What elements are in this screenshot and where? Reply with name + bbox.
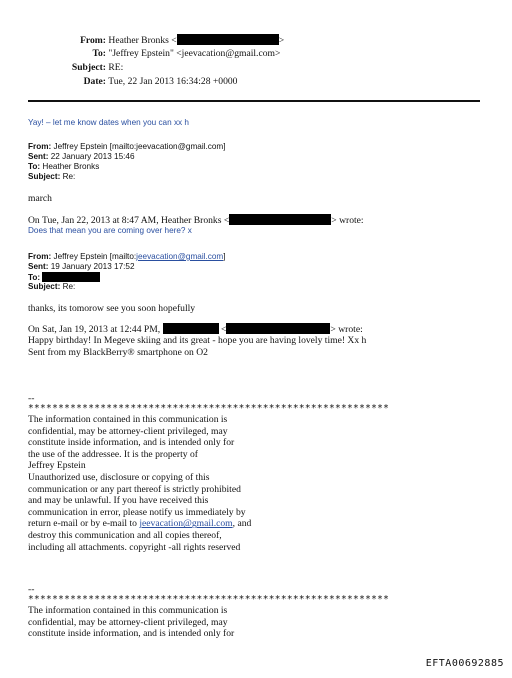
redaction-bar <box>226 323 330 334</box>
quote2-subject-row <box>28 282 75 291</box>
quote2-from-value: Jeffrey Epstein [mailto: <box>53 252 137 261</box>
quote1-to-row <box>28 162 99 171</box>
disclaimer-line: confidential, may be attorney-client privileged, may <box>28 425 228 437</box>
disclaimer-return-line <box>28 518 251 530</box>
quote2-from-end: ] <box>223 252 226 261</box>
quote1-sent-row <box>28 152 135 161</box>
happy-birthday-text: Happy birthday! In Megeve skiing and its great - hope you are having lovely time! Xx h <box>28 335 367 346</box>
sent-from-text: Sent from my BlackBerry® smartphone on O2 <box>28 347 208 358</box>
quote1-sent-label: Sent: <box>28 152 49 161</box>
header-from-row <box>48 34 284 46</box>
header-to-label: To: <box>92 48 106 59</box>
header-date-label: Date: <box>83 76 106 87</box>
disclaimer-line: including all attachments. copyright -all rights reserved <box>28 541 241 553</box>
header-from-end: > <box>278 35 285 46</box>
quote1-from-value: Jeffrey Epstein [mailto:jeevacation@gmail.com] <box>53 142 226 151</box>
quote1-sent-value: 22 January 2013 15:46 <box>50 152 135 161</box>
header-subject-label: Subject: <box>71 62 106 73</box>
disclaimer-line: Unauthorized use, disclosure or copying of this <box>28 471 210 483</box>
disclaimer-line: Jeffrey Epstein <box>28 460 86 472</box>
quote1-subject-row <box>28 172 75 181</box>
quote2-from-label: From: <box>28 252 52 261</box>
disclaimer-line: The information contained in this communication is <box>28 605 228 616</box>
quote2-subject-value: Re: <box>62 282 76 291</box>
on-sat-end: > wrote: <box>330 324 363 335</box>
body-march: march <box>28 193 52 204</box>
quote1-to-value: Heather Bronks <box>42 162 100 171</box>
quote2-subject-label: Subject: <box>28 282 61 291</box>
quote1-from-row <box>28 142 225 151</box>
header-from-value: Heather Bronks < <box>108 35 177 46</box>
redaction-bar <box>42 272 100 282</box>
disclaimer-return-end: , and <box>232 518 252 530</box>
disclaimer-line: constitute inside information, and is intended only for <box>28 628 235 640</box>
reply-text: Yay! – let me know dates when you can xx h <box>28 118 189 127</box>
on-tue-start: On Tue, Jan 22, 2013 at 8:47 AM, Heather Bronks < <box>28 215 230 226</box>
disclaimer-block <box>28 414 251 553</box>
header-date-value: Tue, 22 Jan 2013 16:34:28 +0000 <box>108 76 238 87</box>
quote2-sent-row <box>28 262 135 271</box>
header-divider <box>28 100 480 102</box>
header-to-row <box>48 48 280 59</box>
quote1-subject-label: Subject: <box>28 172 61 181</box>
redaction-bar <box>229 214 331 225</box>
redaction-bar <box>177 34 279 45</box>
does-that-mean-text: Does that mean you are coming over here? x <box>28 226 192 235</box>
separator-dashes-2: -- <box>28 584 35 595</box>
separator-dashes: -- <box>28 393 35 404</box>
header-date-row <box>48 76 237 87</box>
quote2-sent-label: Sent: <box>28 262 49 271</box>
quote2-from-row <box>28 252 225 261</box>
quote2-to-row <box>28 272 100 282</box>
disclaimer-line: communication in error, please notify us immediately by <box>28 506 246 518</box>
footer-document-id: EFTA00692885 <box>425 658 504 669</box>
quote2-sent-value: 19 January 2013 17:52 <box>50 262 135 271</box>
quote2-to-label: To: <box>28 273 41 282</box>
on-tue-end: > wrote: <box>331 215 364 226</box>
quote1-subject-value: Re: <box>62 172 76 181</box>
disclaimer-line: constitute inside information, and is intended only for <box>28 437 235 449</box>
on-sat-start: On Sat, Jan 19, 2013 at 12:44 PM, <box>28 324 161 335</box>
disclaimer-line: destroy this communication and all copies thereof, <box>28 529 222 541</box>
disclaimer-email-link[interactable]: jeevacation@gmail.com <box>139 518 233 530</box>
separator-stars-2: ************************************************************ <box>28 594 390 605</box>
thanks-text: thanks, its tomorow see you soon hopefully <box>28 303 196 314</box>
redaction-bar <box>163 323 219 334</box>
on-tue-line <box>28 214 364 226</box>
separator-stars: ************************************************************ <box>28 403 390 414</box>
disclaimer-line: and may be unlawful. If you have received this <box>28 495 209 507</box>
disclaimer-line: The information contained in this communication is <box>28 414 228 425</box>
disclaimer-line: the use of the addressee. It is the property of <box>28 448 198 460</box>
on-sat-mid: < <box>221 324 227 335</box>
disclaimer-line: confidential, may be attorney-client privileged, may <box>28 616 228 628</box>
on-sat-line <box>28 323 363 335</box>
header-subject-row <box>48 62 123 73</box>
header-to-value: "Jeffrey Epstein" <jeevacation@gmail.com> <box>108 48 281 59</box>
quote1-to-label: To: <box>28 162 41 171</box>
disclaimer-line: communication or any part thereof is strictly prohibited <box>28 483 241 495</box>
quote2-email-link[interactable]: jeevacation@gmail.com <box>136 252 224 261</box>
quote1-from-label: From: <box>28 142 52 151</box>
header-from-label: From: <box>80 35 106 46</box>
header-subject-value: RE: <box>108 62 124 73</box>
disclaimer-return-start: return e-mail or by e-mail to <box>28 518 140 530</box>
disclaimer-block-2 <box>28 605 234 640</box>
